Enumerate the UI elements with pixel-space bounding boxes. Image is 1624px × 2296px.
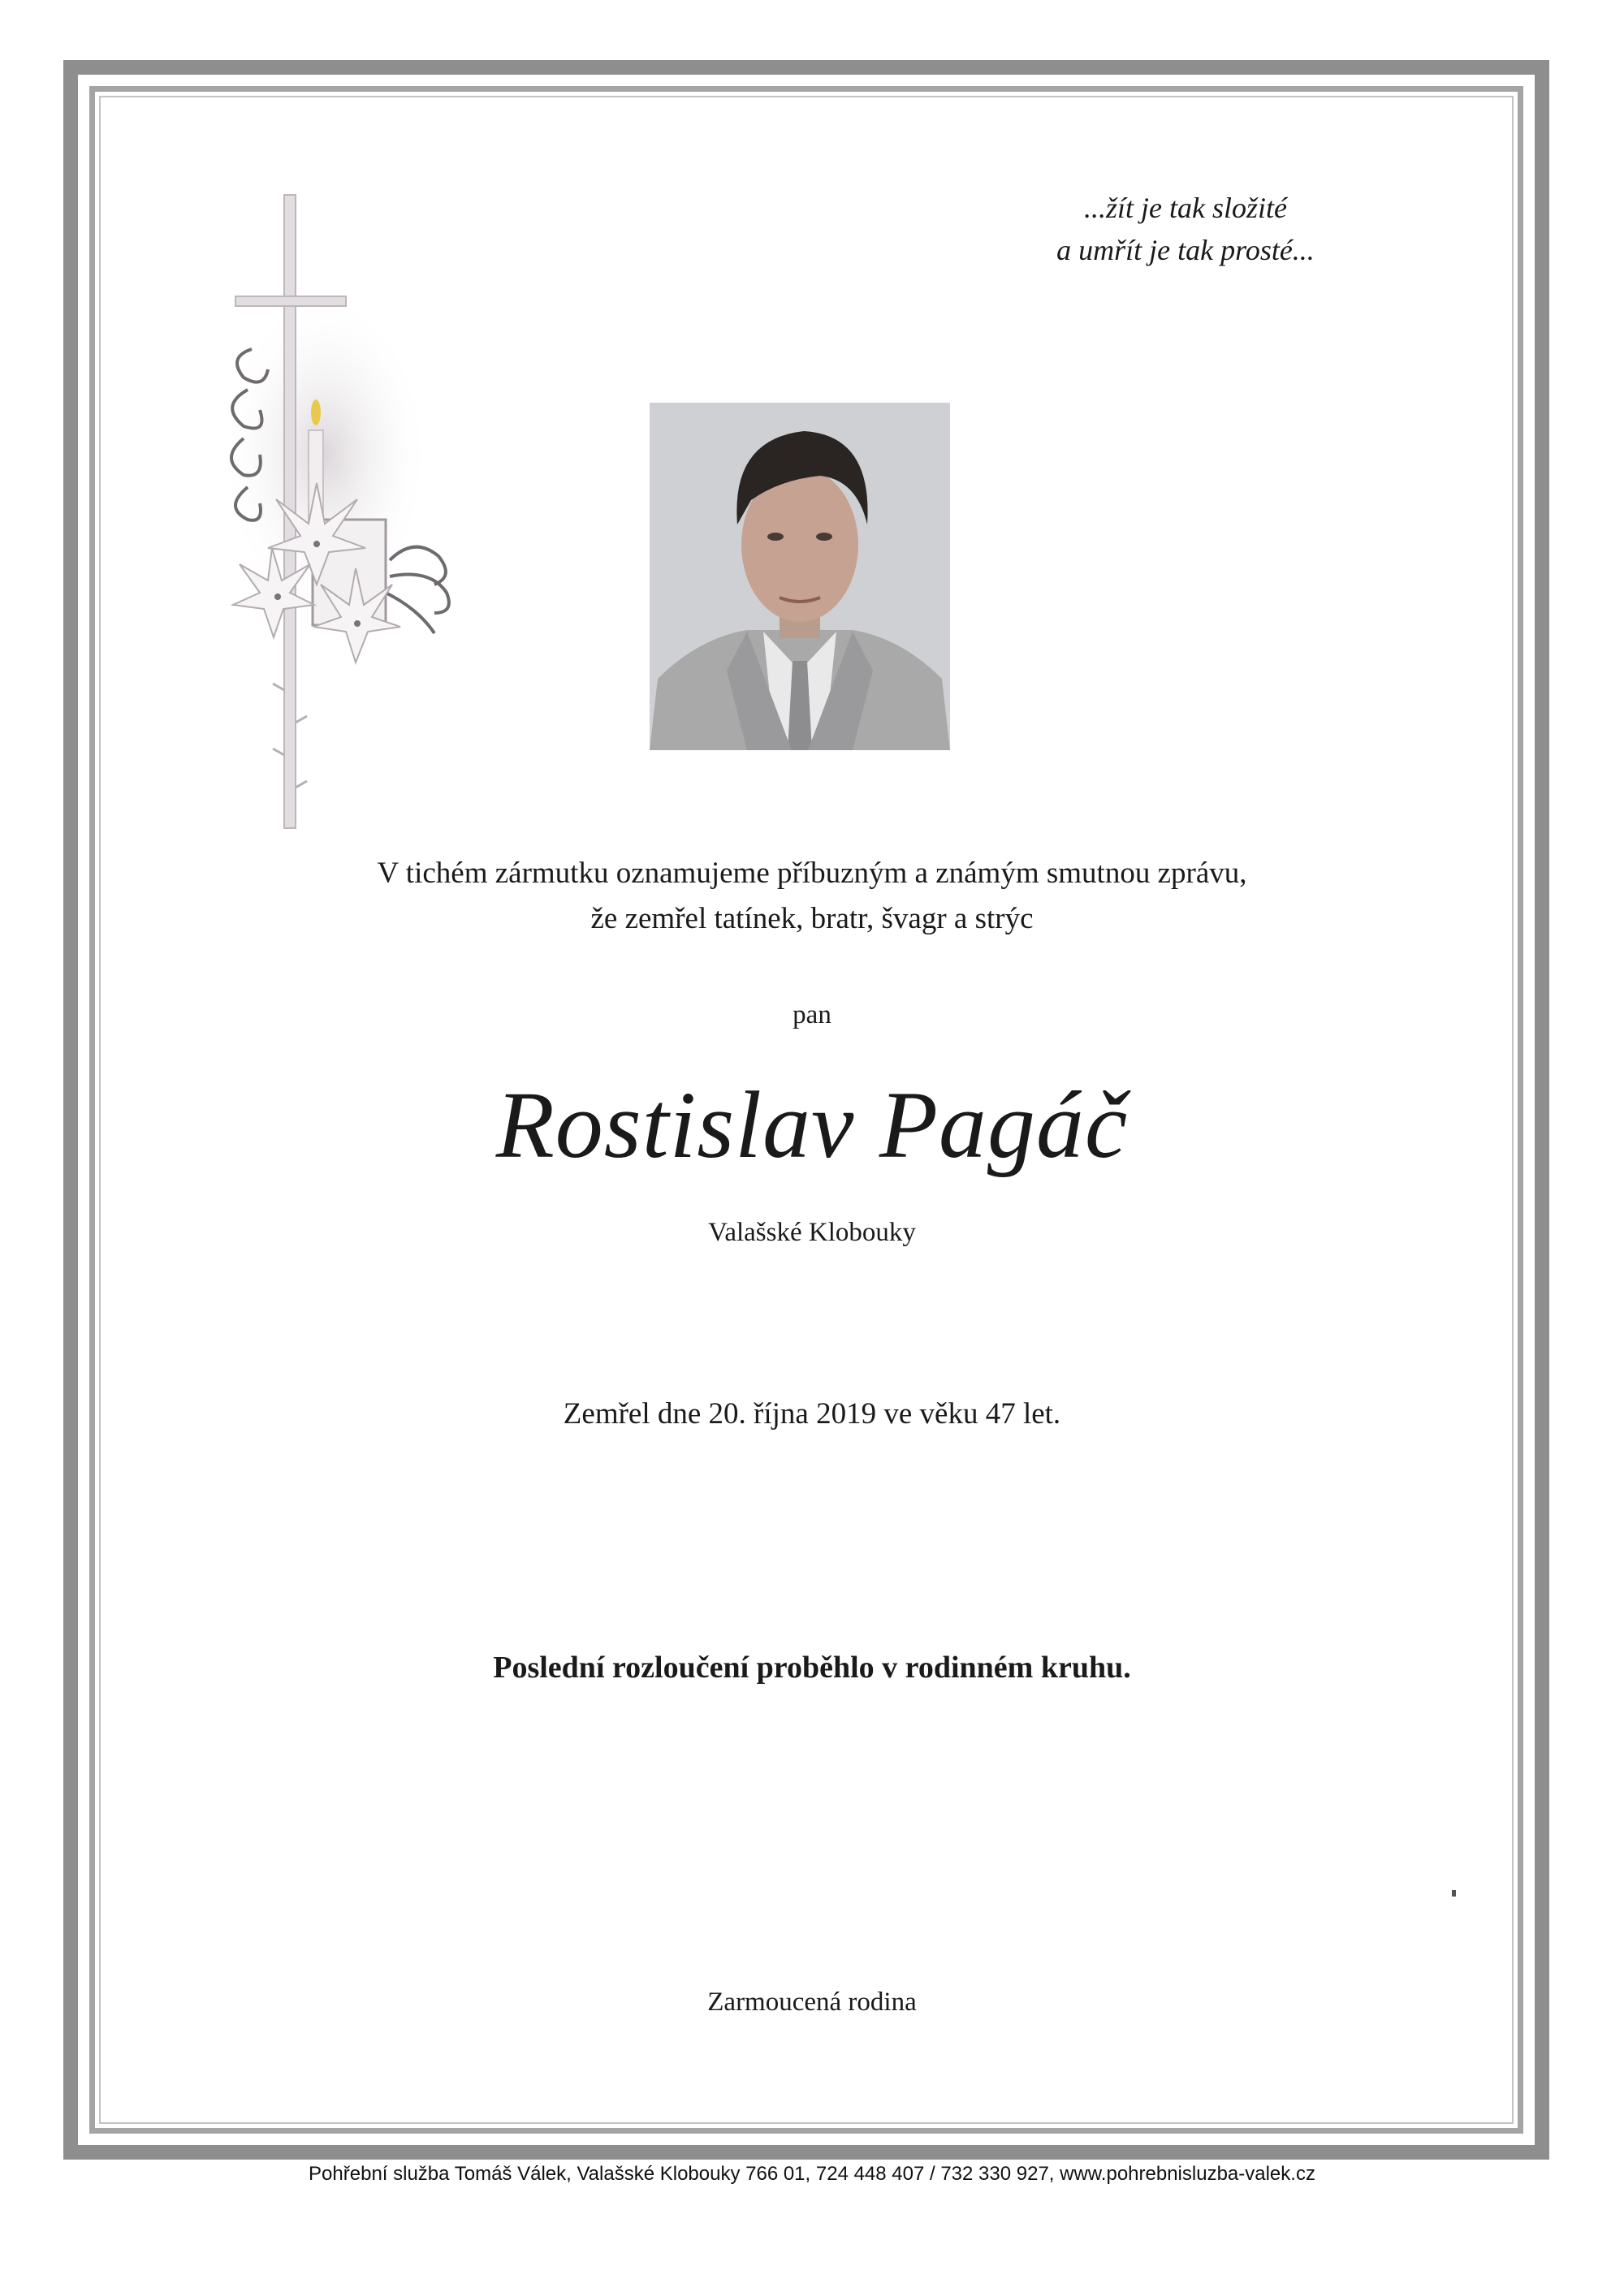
announcement-line-1: V tichém zármutku oznamujeme příbuzným a známým smutnou zprávu, bbox=[377, 857, 1247, 890]
motto-line-1: ...žít je tak složité bbox=[1084, 192, 1287, 224]
motto bbox=[958, 187, 1413, 271]
signature: Zarmoucená rodina bbox=[707, 1987, 917, 2017]
motto-line-2: a umřít je tak prosté... bbox=[1056, 234, 1315, 266]
announcement-line-2: že zemřel tatínek, bratr, švagr a strýc bbox=[590, 902, 1034, 935]
death-note: Zemřel dne 20. října 2019 ve věku 47 let. bbox=[563, 1397, 1061, 1431]
announcement bbox=[0, 851, 1624, 942]
portrait-photo bbox=[650, 403, 950, 750]
scan-speck bbox=[1452, 1890, 1456, 1897]
footer-contact: Pohřební služba Tomáš Válek, Valašské Klobouky 766 01, 724 448 407 / 732 330 927, www.pohrebnisluzba-valek.cz bbox=[309, 2163, 1315, 2185]
deceased-town: Valašské Klobouky bbox=[708, 1218, 916, 1247]
deceased-title: pan bbox=[793, 1000, 831, 1029]
deceased-name: Rostislav Pagáč bbox=[495, 1072, 1129, 1178]
farewell-note: Poslední rozloučení proběhlo v rodinném kruhu. bbox=[493, 1651, 1131, 1685]
cross-candle-lilies-icon bbox=[203, 187, 512, 852]
